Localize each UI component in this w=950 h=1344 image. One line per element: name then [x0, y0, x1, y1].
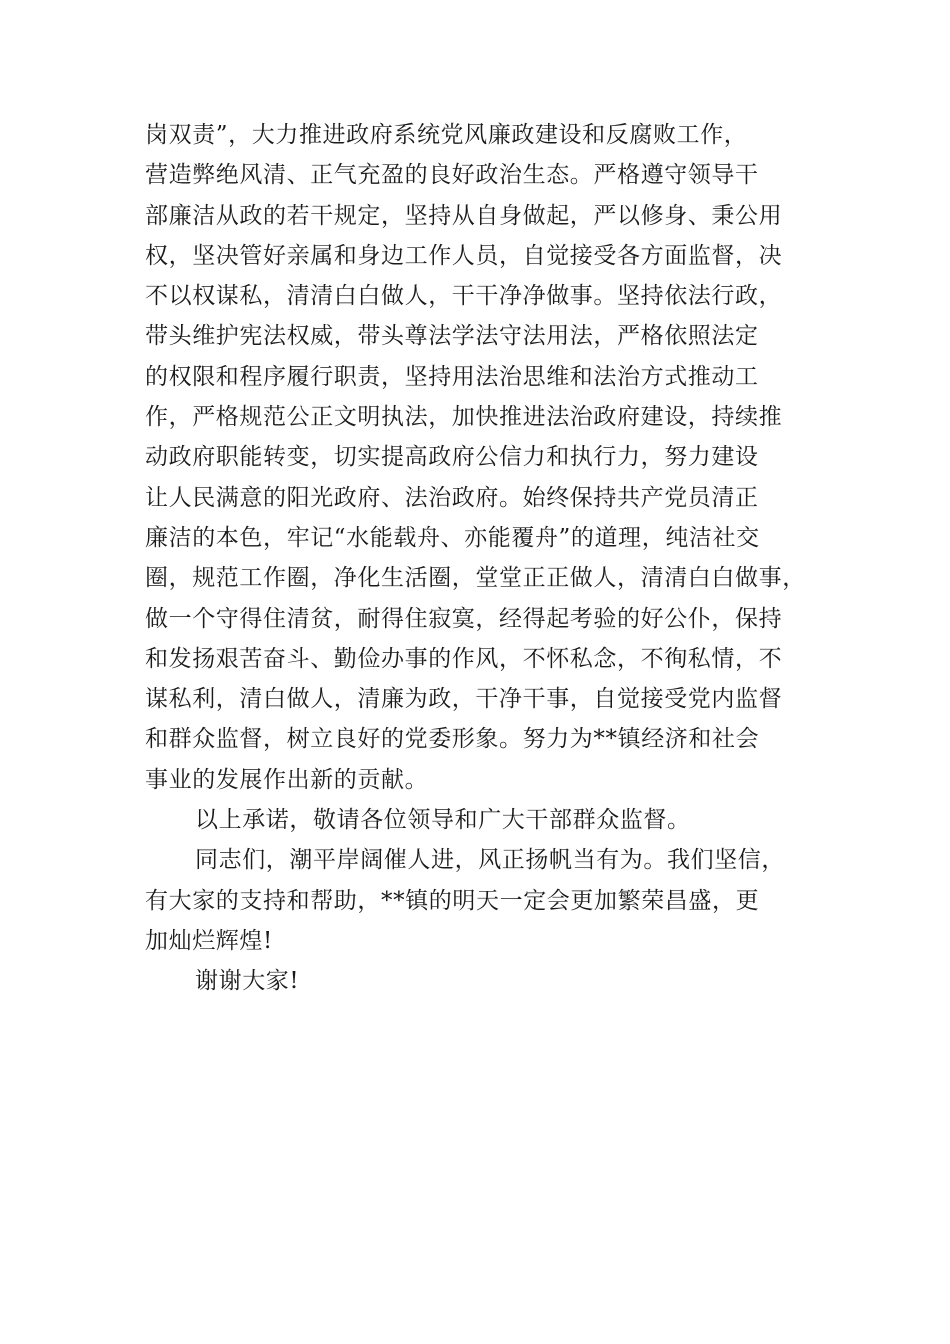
closing-paragraph-line: 有大家的支持和帮助，**镇的明天一定会更加繁荣昌盛，更 [145, 887, 760, 914]
paragraph-line: 事业的发展作出新的贡献。 [145, 766, 429, 793]
closing-paragraph-line: 加灿烂辉煌! [145, 927, 273, 954]
paragraph-line: 动政府职能转变，切实提高政府公信力和执行力，努力建设 [145, 444, 759, 471]
paragraph-line: 带头维护宪法权威，带头尊法学法守法用法，严格依照法定 [145, 323, 759, 350]
thanks-line: 谢谢大家! [195, 968, 300, 995]
paragraph-line: 廉洁的本色，牢记“水能载舟、亦能覆舟”的道理，纯洁社交 [145, 524, 760, 551]
paragraph-line: 作，严格规范公正文明执法，加快推进法治政府建设，持续推 [145, 404, 783, 431]
paragraph-line: 和群众监督，树立良好的党委形象。努力为**镇经济和社会 [145, 726, 760, 753]
paragraph-line: 谋私利，清白做人，清廉为政，干净干事，自觉接受党内监督 [145, 686, 783, 713]
closing-paragraph-line: 同志们，潮平岸阔催人进，风正扬帆当有为。我们坚信， [195, 847, 785, 874]
paragraph-line: 不以权谋私，清清白白做人，干干净净做事。坚持依法行政， [145, 283, 783, 310]
paragraph-line: 权，坚决管好亲属和身边工作人员，自觉接受各方面监督，决 [145, 242, 783, 269]
paragraph-line: 和发扬艰苦奋斗、勤俭办事的作风，不怀私念，不徇私情，不 [145, 645, 783, 672]
paragraph-line: 做一个守得住清贫，耐得住寂寞，经得起考验的好公仆，保持 [145, 605, 783, 632]
paragraph-line: 让人民满意的阳光政府、法治政府。始终保持共产党员清正 [145, 484, 759, 511]
paragraph-line: 的权限和程序履行职责，坚持用法治思维和法治方式推动工 [145, 363, 759, 390]
paragraph-line: 部廉洁从政的若干规定，坚持从自身做起，严以修身、秉公用 [145, 202, 783, 229]
commitment-paragraph: 以上承诺，敬请各位领导和广大干部群众监督。 [195, 807, 691, 834]
document-body [145, 115, 807, 1002]
paragraph-line: 营造弊绝风清、正气充盈的良好政治生态。严格遵守领导干 [145, 162, 759, 189]
paragraph-line: 岗双责”，大力推进政府系统党风廉政建设和反腐败工作， [145, 122, 748, 148]
paragraph-line: 圈，规范工作圈，净化生活圈，堂堂正正做人，清清白白做事， [145, 565, 806, 592]
